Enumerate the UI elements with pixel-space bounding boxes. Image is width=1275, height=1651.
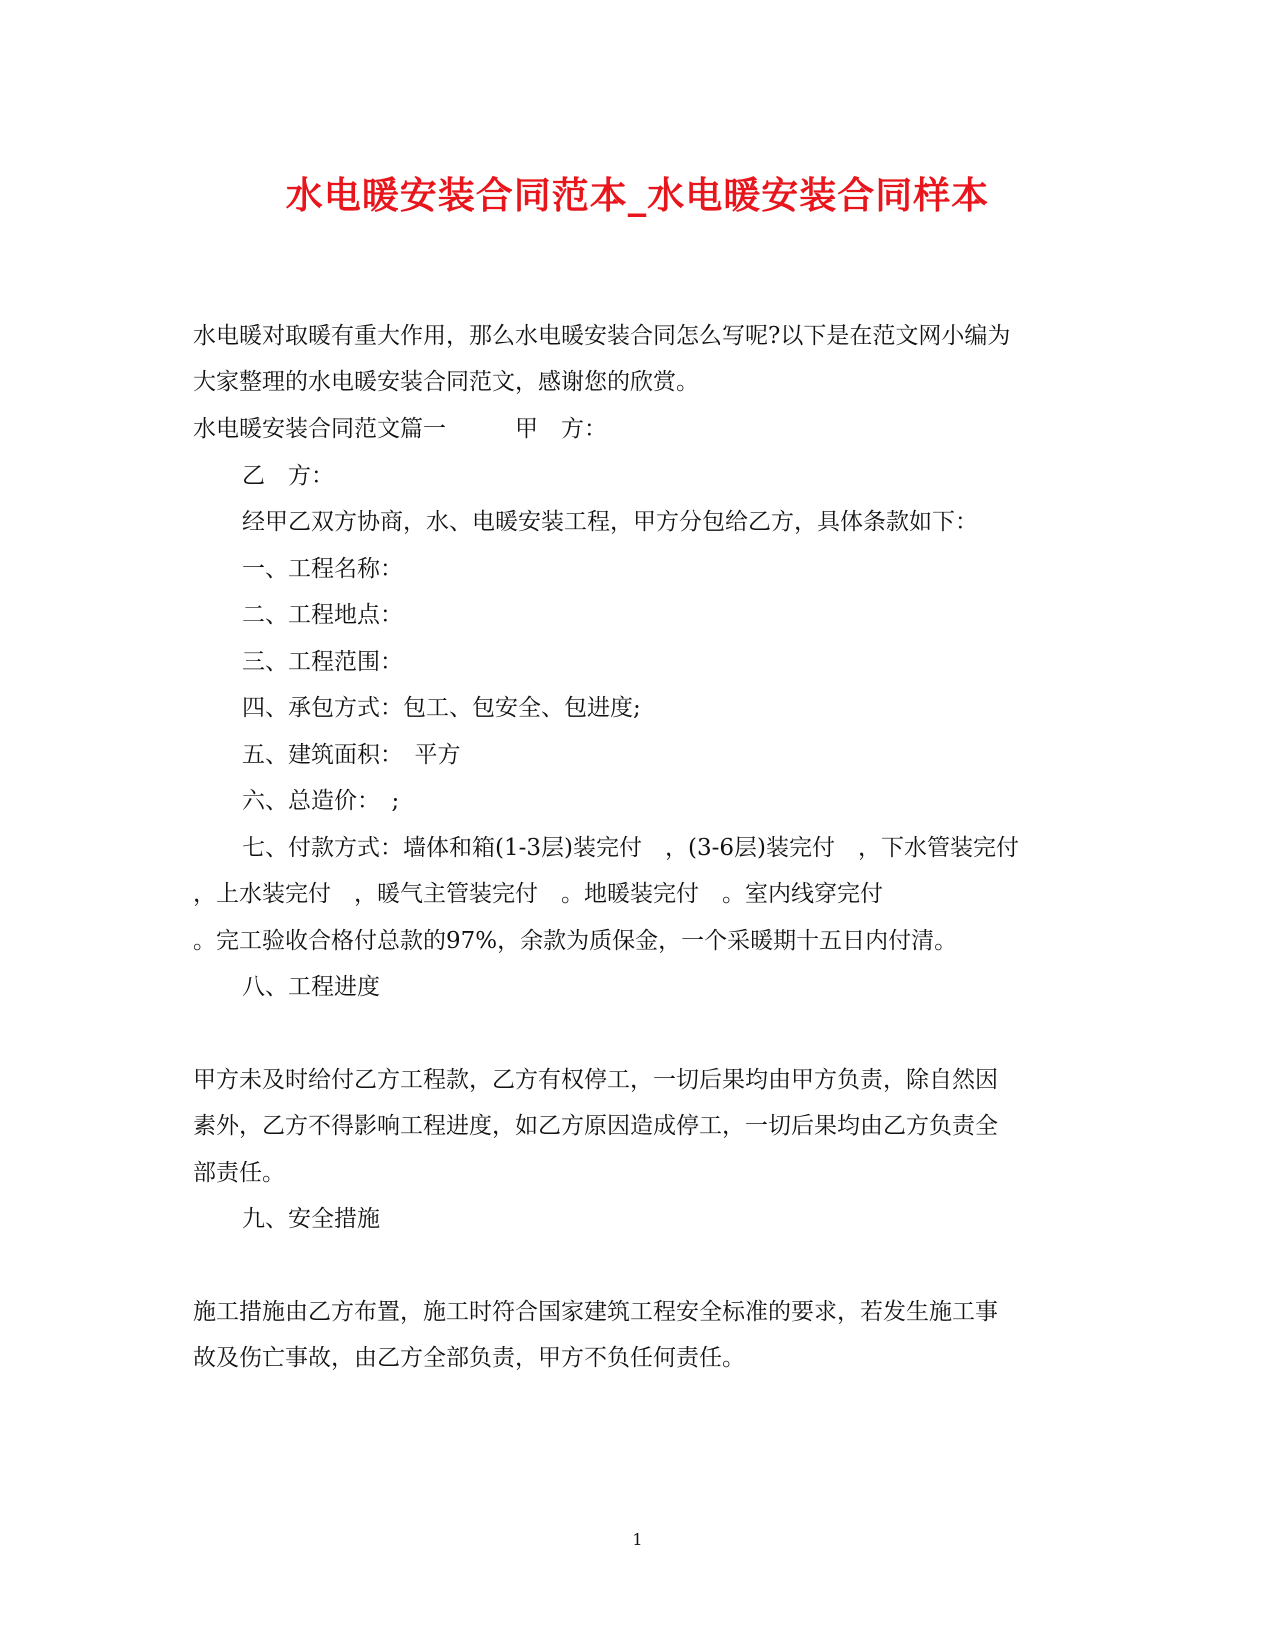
paragraph-line: 水电暖对取暖有重大作用，那么水电暖安装合同怎么写呢?以下是在范文网小编为 xyxy=(193,323,1011,349)
clause-line: 四、承包方式：包工、包安全、包进度; xyxy=(242,695,641,721)
section-heading: 水电暖安装合同范文篇一 甲 方： xyxy=(193,416,607,442)
clause-line: 三、工程范围： xyxy=(242,649,403,675)
clause-continuation: ，上水装完付 ，暖气主管装完付 。地暖装完付 。室内线穿完付 xyxy=(193,881,883,907)
clause-continuation: 。完工验收合格付总款的97%，余款为质保金，一个采暖期十五日内付清。 xyxy=(193,928,958,954)
page-number: 1 xyxy=(632,1530,643,1549)
paragraph-line: 素外，乙方不得影响工程进度，如乙方原因造成停工，一切后果均由乙方负责全 xyxy=(193,1113,998,1139)
clause-line: 五、建筑面积： 平方 xyxy=(242,742,461,768)
paragraph-line: 大家整理的水电暖安装合同范文，感谢您的欣赏。 xyxy=(193,369,699,395)
clause-line: 六、总造价： ; xyxy=(242,788,400,814)
clause-line: 七、付款方式：墙体和箱(1-3层)装完付 ，(3-6层)装完付 ，下水管装完付 xyxy=(242,835,1019,861)
clause-line: 九、安全措施 xyxy=(242,1206,380,1232)
paragraph-line: 部责任。 xyxy=(193,1160,285,1186)
paragraph-line: 施工措施由乙方布置，施工时符合国家建筑工程安全标准的要求，若发生施工事 xyxy=(193,1299,998,1325)
paragraph-line: 经甲乙双方协商，水、电暖安装工程，甲方分包给乙方，具体条款如下： xyxy=(242,509,978,535)
party-b-line: 乙 方： xyxy=(242,463,334,489)
paragraph-line: 故及伤亡事故，由乙方全部负责，甲方不负任何责任。 xyxy=(193,1345,745,1371)
clause-line: 八、工程进度 xyxy=(242,974,380,1000)
page-title: 水电暖安装合同范本_水电暖安装合同样本 xyxy=(285,173,990,217)
clause-line: 一、工程名称： xyxy=(242,556,403,582)
clause-line: 二、工程地点： xyxy=(242,602,403,628)
paragraph-line: 甲方未及时给付乙方工程款，乙方有权停工，一切后果均由甲方负责，除自然因 xyxy=(193,1067,998,1093)
